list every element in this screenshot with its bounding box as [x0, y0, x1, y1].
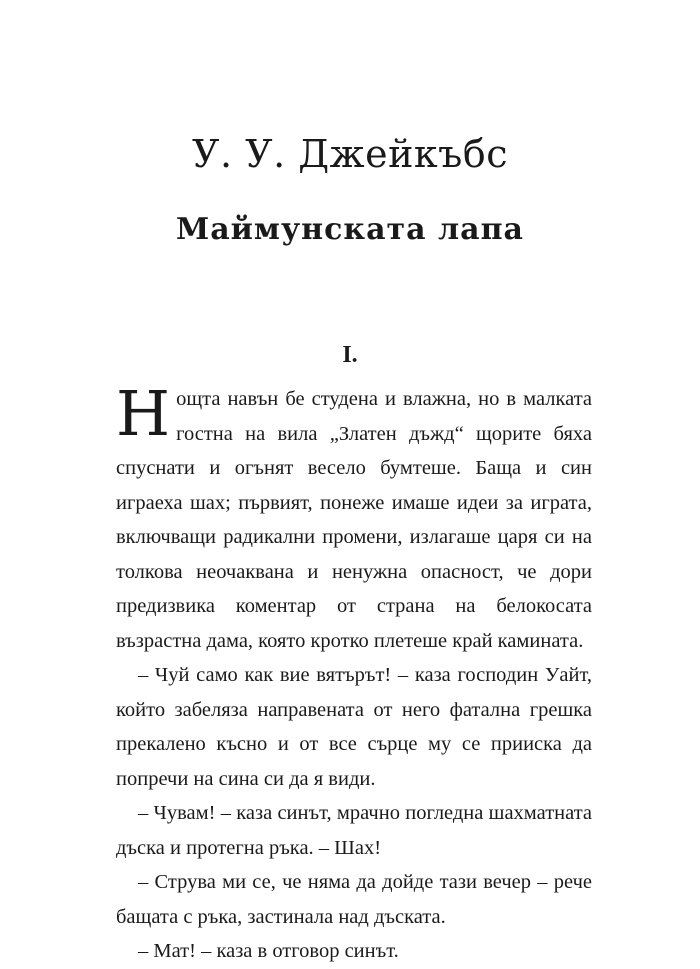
paragraph-2: – Чуй само как вие вятърът! – каза господин Уайт, който забеляза направената от него фатална грешка прекалено късно и от все сърце му се прииска да попречи на сина си да я види. [116, 664, 592, 790]
paragraph-1-text: ощта навън бе студена и влажна, но в малката гостна на вила „Златен дъжд“ щорите бяха спуснати и огънят весело бумтеше. Баща и син играеха шах; първият, понеже имаше идеи за играта, включващи радикални промени, излагаше царя си на толкова неочаквана и ненужна опасност, че дори предизвика коментар от страна на белокосата възрастна дама, която кротко плетеше край камината. [116, 388, 592, 652]
drop-cap: Н [116, 377, 171, 450]
chapter-number: I. [342, 342, 358, 368]
story-text [116, 377, 592, 969]
paragraph-5: – Мат! – каза в отговор синът. [138, 940, 399, 962]
paragraph-1 [116, 377, 592, 658]
paragraph-4: – Струва ми се, че няма да дойде тази вечер – рече бащата с ръка, застинала над дъската. [116, 871, 592, 928]
story-title: Маймунската лапа [176, 212, 524, 247]
paragraph-3: – Чувам! – каза синът, мрачно погледна шахматната дъска и протегна ръка. – Шах! [116, 802, 592, 859]
author-name: У. У. Джейкъбс [192, 132, 508, 176]
